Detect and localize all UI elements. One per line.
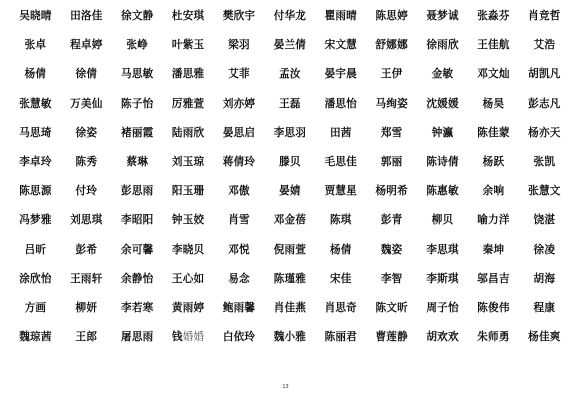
name-cell: 魏姿 [380,243,403,256]
name-cell: 王心如 [171,272,205,285]
name-cell: 王郎 [75,331,98,344]
name-cell: 柳妍 [75,301,98,314]
name-cell: 田洛佳 [70,10,103,23]
name-cell: 陈惠敏 [426,185,459,198]
name-cell: 晏思启 [222,126,256,139]
name-cell: 李思羽 [273,126,307,139]
name-cell: 程卓婷 [70,39,103,52]
name-cell: 聂梦诚 [426,10,459,23]
name-cell: 田茜 [329,126,352,139]
name-cell: 肖佳燕 [273,301,307,314]
name-cell: 李思琪 [426,243,459,256]
name-cell: 徐文静 [121,10,154,23]
name-cell: 艾菲 [228,68,250,81]
name-cell: 吴晓晴 [19,10,52,23]
name-cell: 邓悦 [228,243,250,256]
name-cell: 晏兰倩 [273,39,307,52]
name-cell: 倪雨萱 [273,243,307,256]
name-cell: 魏琼茜 [19,331,52,344]
name-given-faint: 婚婚 [182,331,205,344]
name-cell: 陈秀 [75,156,98,169]
name-cell: 余静怡 [121,272,154,285]
name-cell: 屠思雨 [121,331,154,344]
name-cell: 李斯琪 [426,272,459,285]
name-cell: 彭青 [380,214,403,227]
name-cell: 付华龙 [273,10,307,23]
name-cell: 张慧文 [528,185,561,198]
name-cell: 叶紫玉 [171,39,205,52]
name-cell: 柳贝 [431,214,454,227]
name-cell: 陈佳蒙 [477,126,510,139]
name-cell: 杨明希 [375,185,408,198]
name-cell: 邓傲 [228,185,250,198]
name-cell: 胡凯凡 [528,68,561,81]
name-cell: 王佳航 [477,39,510,52]
name-cell: 樊欣宇 [222,10,256,23]
name-cell: 李智 [380,272,403,285]
name-cell: 陈瑾雅 [273,272,307,285]
name-cell: 张淼芬 [477,10,510,23]
name-cell: 宋佳 [329,272,352,285]
name-cell: 蒋倩玲 [222,156,256,169]
name-cell: 陈思源 [19,185,52,198]
name-cell: 冯梦雅 [19,214,52,227]
name-cell: 陈子怡 [121,97,154,110]
name-cell: 肖思奇 [324,301,357,314]
name-cell: 白依玲 [222,331,256,344]
name-cell: 付玲 [75,185,98,198]
name-cell: 胡海 [533,272,556,285]
name-cell: 李卓玲 [19,156,52,169]
name-cell: 胡欢欢 [426,331,459,344]
name-cell: 徐姿 [75,126,98,139]
name-cell: 李昭阳 [121,214,154,227]
name-cell [163,322,214,351]
name-cell: 张峥 [126,39,149,52]
name-cell: 晏宇晨 [324,68,357,81]
name-cell: 郭丽 [380,156,403,169]
name-cell: 陈诗倩 [426,156,459,169]
name-cell: 周子怡 [426,301,459,314]
name-cell: 毛思佳 [324,156,357,169]
name-list-grid [10,1,570,351]
name-cell: 褚丽霞 [121,126,154,139]
name-cell: 杨佳爽 [528,331,561,344]
name-cell: 杨跃 [482,156,505,169]
name-cell: 张凯 [533,156,556,169]
name-cell: 郑雪 [380,126,403,139]
name-cell: 蔡琳 [126,156,149,169]
name-cell: 余响 [482,185,505,198]
name-cell: 陈文昕 [375,301,408,314]
name-cell: 梁羽 [228,39,250,52]
name-cell: 秦坤 [482,243,505,256]
name-cell: 彭思雨 [121,185,154,198]
name-cell: 曹莲静 [375,331,408,344]
name-cell: 肖雪 [228,214,250,227]
name-cell: 沈媛媛 [426,97,459,110]
name-cell: 艾浩 [533,39,556,52]
name-cell: 厉雅萱 [171,97,205,110]
name-cell: 贾慧星 [324,185,357,198]
name-cell: 马绚姿 [375,97,408,110]
name-cell: 饶湛 [533,214,556,227]
name-cell: 舒娜娜 [375,39,408,52]
name-cell: 邓文灿 [477,68,510,81]
name-cell: 王伊 [380,68,403,81]
name-cell: 杨倩 [24,68,47,81]
name-cell: 陈琪 [329,214,352,227]
name-cell: 吕昕 [24,243,47,256]
name-cell: 钟玉姣 [171,214,205,227]
name-cell: 黄雨婷 [171,301,205,314]
name-cell: 钟瀛 [431,126,454,139]
name-cell: 杨倩 [329,243,352,256]
name-cell: 滕贝 [279,156,301,169]
name-cell: 杨亦天 [528,126,561,139]
name-cell: 刘思琪 [70,214,103,227]
name-cell: 金敏 [431,68,454,81]
name-cell: 马思敏 [121,68,154,81]
name-cell: 徐倩 [75,68,98,81]
name-cell: 肖竞哲 [528,10,561,23]
name-cell: 徐雨欣 [426,39,459,52]
name-surname: 钱 [171,331,183,344]
name-cell: 涂欣怡 [19,272,52,285]
name-cell: 孟汝 [279,68,301,81]
name-cell: 万美仙 [70,97,103,110]
name-cell: 易念 [228,272,250,285]
name-cell: 张慧敏 [19,97,52,110]
name-cell: 魏小雅 [273,331,307,344]
name-cell: 彭志凡 [528,97,561,110]
name-cell: 杜安琪 [171,10,205,23]
name-cell: 李晓贝 [171,243,205,256]
name-cell: 邓金蓓 [273,214,307,227]
name-cell: 鲍雨馨 [222,301,256,314]
name-cell: 喻力洋 [477,214,510,227]
name-cell: 陈俊伟 [477,301,510,314]
name-cell: 方画 [24,301,47,314]
name-cell: 瞿雨晴 [324,10,357,23]
name-cell: 刘亦婷 [222,97,256,110]
page-number: 13 [282,384,289,390]
name-cell: 潘思雅 [171,68,205,81]
name-cell: 朱师勇 [477,331,510,344]
name-cell: 邬昌吉 [477,272,510,285]
name-cell: 晏婧 [279,185,301,198]
name-cell: 王磊 [279,97,301,110]
name-cell: 陈思婷 [375,10,408,23]
name-cell: 李若寒 [121,301,154,314]
name-cell: 王雨轩 [70,272,103,285]
name-cell: 潘思怡 [324,97,357,110]
name-cell: 陈丽君 [324,331,357,344]
name-cell: 张卓 [24,39,47,52]
name-cell: 宋文慧 [324,39,357,52]
name-cell: 彭希 [75,243,98,256]
name-cell: 陆雨欣 [171,126,205,139]
name-cell: 杨昊 [482,97,505,110]
name-cell: 余可馨 [121,243,154,256]
name-cell: 刘玉琼 [171,156,205,169]
name-cell: 阳玉珊 [171,185,205,198]
name-cell: 马思琦 [19,126,52,139]
name-cell: 程康 [533,301,556,314]
name-cell: 徐凌 [533,243,556,256]
